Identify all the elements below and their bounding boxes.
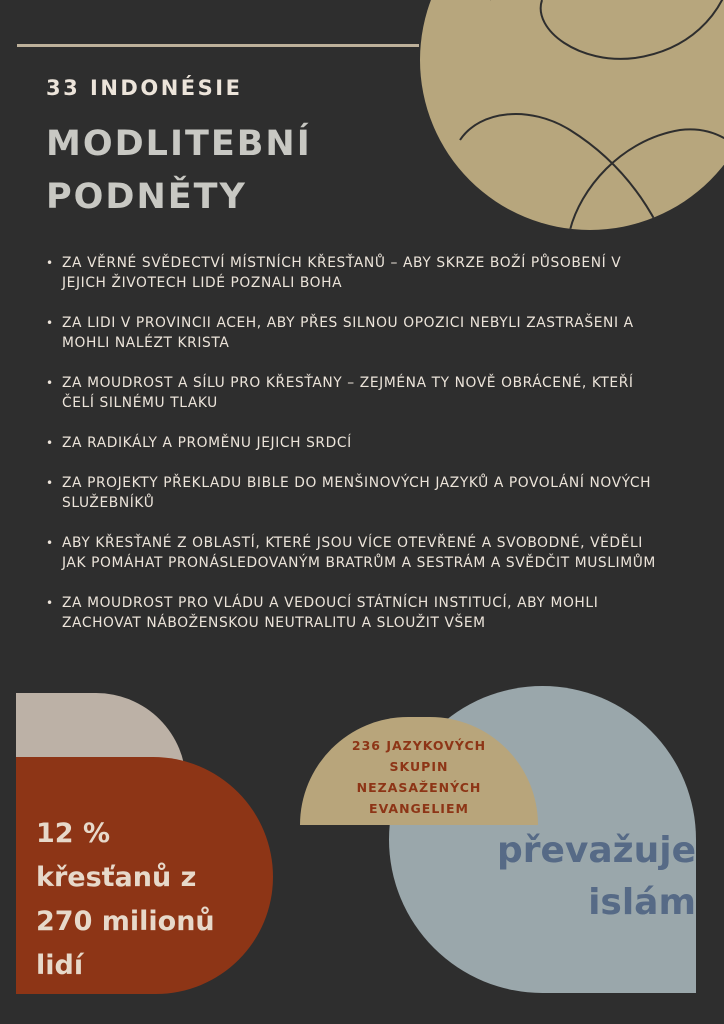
prayer-point-text: ABY KŘESŤANÉ Z OBLASTÍ, KTERÉ JSOU VÍCE OTEVŘENÉ A SVOBODNÉ, VĚDĚLI JAK POMÁHAT PRONÁSLEDOVANÝM BRATRŮM A SESTRÁM A SVĚDČIT MUSLIMŮM — [62, 535, 656, 571]
bullet-icon: • — [46, 316, 54, 330]
page-title — [46, 118, 312, 224]
prayer-points-list — [46, 253, 666, 653]
religion-stat — [470, 825, 696, 929]
contour-lines-graphic — [420, 0, 724, 230]
bullet-icon: • — [46, 376, 54, 390]
religion-line-2: islám — [588, 882, 696, 923]
prayer-point — [46, 313, 666, 353]
prayer-point-text: ZA VĚRNÉ SVĚDECTVÍ MÍSTNÍCH KŘESŤANŮ – ABY SKRZE BOŽÍ PŮSOBENÍ V JEJICH ŽIVOTECH LIDÉ POZNALI BOHA — [62, 255, 622, 291]
prayer-point-text: ZA MOUDROST A SÍLU PRO KŘESŤANY – ZEJMÉNA TY NOVĚ OBRÁCENÉ, KTEŘÍ ČELÍ SILNÉMU TLAKU — [62, 375, 634, 411]
christians-stat — [36, 812, 215, 988]
prayer-point — [46, 533, 666, 573]
prayer-point-text: ZA PROJEKTY PŘEKLADU BIBLE DO MENŠINOVÝCH JAZYKŮ A POVOLÁNÍ NOVÝCH SLUŽEBNÍKŮ — [62, 475, 652, 511]
bullet-icon: • — [46, 476, 54, 490]
language-groups-line-4: EVANGELIEM — [369, 801, 469, 816]
christians-line-2: křesťanů z — [36, 862, 197, 893]
christians-percent: 12 % — [36, 818, 111, 849]
religion-line-1: převažuje — [496, 830, 696, 871]
language-groups-line-3: NEZASAŽENÝCH — [356, 780, 482, 795]
language-groups-line-1: 236 JAZYKOVÝCH — [351, 738, 487, 753]
christians-line-4: lidí — [36, 950, 84, 981]
prayer-point — [46, 593, 666, 633]
bullet-icon: • — [46, 536, 54, 550]
prayer-point — [46, 473, 666, 513]
bullet-icon: • — [46, 596, 54, 610]
title-line-1: MODLITEBNÍ — [46, 124, 312, 164]
bullet-icon: • — [46, 436, 54, 450]
christians-line-3: 270 milionů — [36, 906, 215, 937]
bullet-icon: • — [46, 256, 54, 270]
language-groups-line-2: SKUPIN — [389, 759, 449, 774]
prayer-point-text: ZA MOUDROST PRO VLÁDU A VEDOUCÍ STÁTNÍCH INSTITUCÍ, ABY MOHLI ZACHOVAT NÁBOŽENSKOU NEUTRALITU A SLOUŽIT VŠEM — [62, 595, 599, 631]
prayer-point — [46, 433, 666, 453]
prayer-point-text: ZA LIDI V PROVINCII ACEH, ABY PŘES SILNOU OPOZICI NEBYLI ZASTRAŠENI A MOHLI NALÉZT KRISTA — [62, 315, 634, 351]
country-subtitle: 33 INDONÉSIE — [46, 76, 243, 100]
top-divider-line — [17, 44, 419, 47]
title-line-2: PODNĚTY — [46, 177, 247, 217]
prayer-point — [46, 253, 666, 293]
language-groups-stat — [300, 735, 538, 819]
prayer-point-text: ZA RADIKÁLY A PROMĚNU JEJICH SRDCÍ — [62, 435, 352, 451]
decorative-gold-circle — [420, 0, 724, 230]
prayer-point — [46, 373, 666, 413]
